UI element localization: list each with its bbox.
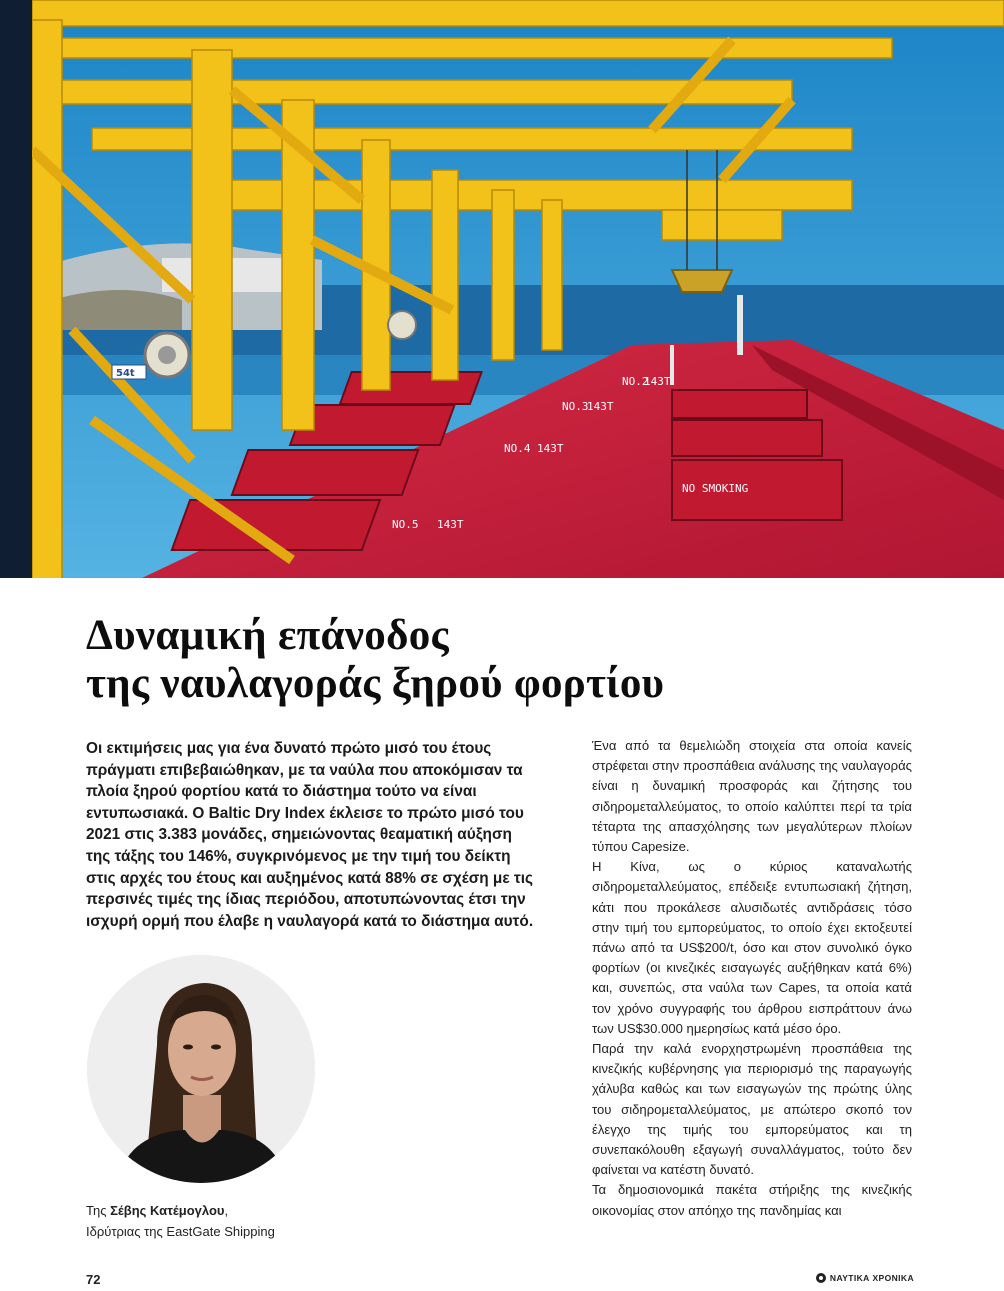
author-portrait: [87, 955, 315, 1183]
hatch-label: NO SMOKING: [682, 482, 749, 495]
crane-capacity-sign: 54t: [116, 368, 135, 379]
hatch-label: NO.4: [504, 442, 531, 455]
title-line-1: Δυναμική επάνοδος: [86, 612, 449, 659]
author-role: Ιδρύτριας της EastGate Shipping: [86, 1224, 275, 1239]
hatch-label: NO.2: [622, 375, 649, 388]
byline-name-line: [86, 1200, 386, 1221]
body-paragraph: Η Κίνα, ως ο κύριος καταναλωτής σιδηρομεταλλεύματος, επέδειξε εντυπωσιακή ζήτηση, κάτι που προκάλεσε αλυσιδωτές αντιδράσεις τόσο στην τιμή του εμπορεύματος, το οποίο έχει εκτοξευτεί πάνω από τα US$200/t, όσο και στον συνολικό όγκο φορτίων (οι κινεζικές εισαγωγές αυξήθηκαν κατά 6%) και, συνεπώς, στα ναύλα των Capes, τα οποία κατά τον χρόνο συγγραφής του άρθρου εισπράττουν άνω των US$30.000 ημερησίως κατά μέσο όρο.: [592, 859, 912, 1036]
hatch-label: 143T: [437, 518, 464, 531]
hatch-label: NO.3: [562, 400, 589, 413]
page-number: 72: [86, 1272, 101, 1287]
hero-photo: [32, 0, 1004, 578]
body-paragraph: Παρά την καλά ενορχηστρωμένη προσπάθεια της κινεζικής κυβέρνησης για περιορισμό της παραγωγής χάλυβα καθώς και των εισαγωγών της πρώτης ύλης του σιδηρομεταλλεύματος, με απώτερο σκοπό τον έλεγχο της τιμής του εμπορεύματος και τη συνεπακόλουθη εξαγωγή συναλλάγματος, τούτο δεν φαίνεται να κατέστη δυνατό.: [592, 1041, 912, 1178]
body-column: [592, 736, 912, 1221]
footer-brand: [816, 1273, 914, 1283]
byline-comma: ,: [224, 1203, 229, 1218]
side-strip: [0, 0, 32, 578]
body-paragraph: Ένα από τα θεμελιώδη στοιχεία στα οποία κανείς στρέφεται στην προσπάθεια ανάλυσης της ναυλαγοράς είναι η δυναμική προσφοράς και ζήτησης του σιδηρομεταλλεύματος, το οποίο καλύπτει περί τα τρία τέταρτα της απασχόλησης των μεγαλύτερων πλοίων τύπου Capesize.: [592, 738, 912, 855]
lead-paragraph: Οι εκτιμήσεις μας για ένα δυνατό πρώτο μισό του έτους πράγματι επιβεβαιώθηκαν, με τα ναύλα που αποκόμισαν τα πλοία ξηρού φορτίου κατά το διάστημα τούτο να είναι εντυπωσιακά. Ο Baltic Dry Index έκλεισε το πρώτο μισό του 2021 στις 3.383 μονάδες, σημειώνοντας θεαματική αύξηση της τάξης του 146%, συγκρινόμενος με την τιμή του δείκτη στις αρχές του έτους και αυξημένος κατά 88% σε σχέση με τις περσινές τιμές της ίδιας περιόδου, αποτυπώνοντας έτσι την ισχυρή ορμή που έλαβε η ναυλαγορά κατά το διάστημα αυτό.: [86, 740, 534, 930]
hatch-label: 143T: [537, 442, 564, 455]
port-cranes-image: [32, 0, 1004, 578]
brand-logo-icon: [816, 1273, 826, 1283]
hatch-label: 143T: [587, 400, 614, 413]
author-name: Σέβης Κατέμογλου: [110, 1203, 225, 1218]
hatch-label: NO.5: [392, 518, 419, 531]
hatch-label: 143T: [644, 375, 671, 388]
byline-prefix: Της: [86, 1203, 107, 1218]
title-line-2: της ναυλαγοράς ξηρού φορτίου: [86, 660, 665, 707]
body-paragraph: Τα δημοσιονομικά πακέτα στήριξης της κινεζικής οικονομίας στον απόηχο της πανδημίας και: [592, 1182, 912, 1218]
byline: [86, 1200, 386, 1242]
article-title: [86, 612, 926, 708]
author-photo: [87, 955, 315, 1183]
brand-name: ΝΑΥΤΙΚΑ ΧΡΟΝΙΚΑ: [829, 1273, 914, 1283]
